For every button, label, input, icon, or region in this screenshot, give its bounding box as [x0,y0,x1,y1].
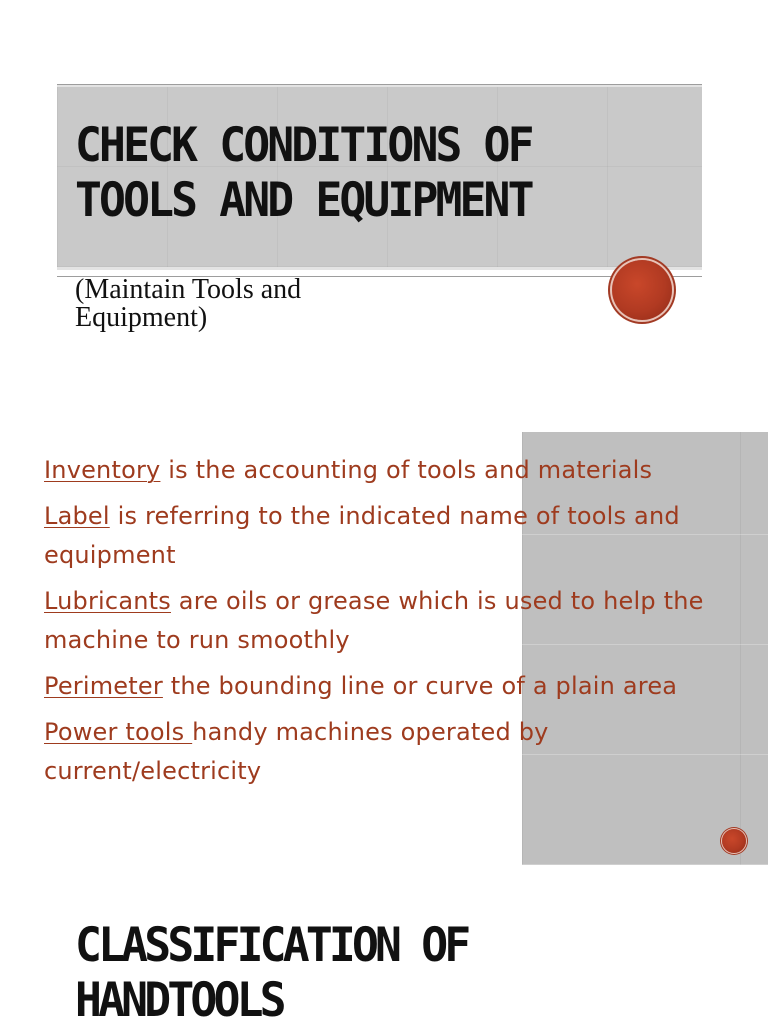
slide-title: CHECK CONDITIONS OF TOOLS AND EQUIPMENT [75,118,532,228]
definition-item [44,451,734,490]
definition-item [44,497,734,575]
decorative-orb-small-icon [722,829,746,853]
definition-text: is the accounting of tools and materials [160,456,653,484]
definition-item [44,713,734,791]
definition-term: Perimeter [44,672,163,700]
banner-top-rule [57,84,702,85]
section-heading: CLASSIFICATION OF HANDTOOLS [75,918,468,1028]
definition-term: Power tools [44,718,193,746]
definition-item [44,582,734,660]
definition-term: Label [44,502,110,530]
definition-list [44,451,734,798]
slide-subtitle: (Maintain Tools and Equipment) [75,274,302,333]
definition-item [44,667,734,706]
definition-text: is referring to the indicated name of tools and equipment [44,502,680,569]
definition-term: Lubricants [44,587,171,615]
definition-text: are oils or grease which is used to help the machine to run smoothly [44,587,704,654]
decorative-orb-icon [612,260,672,320]
definition-text: the bounding line or curve of a plain area [162,672,678,700]
definition-term: Inventory [44,456,161,484]
definition-text: handy machines operated by current/electricity [44,718,549,785]
